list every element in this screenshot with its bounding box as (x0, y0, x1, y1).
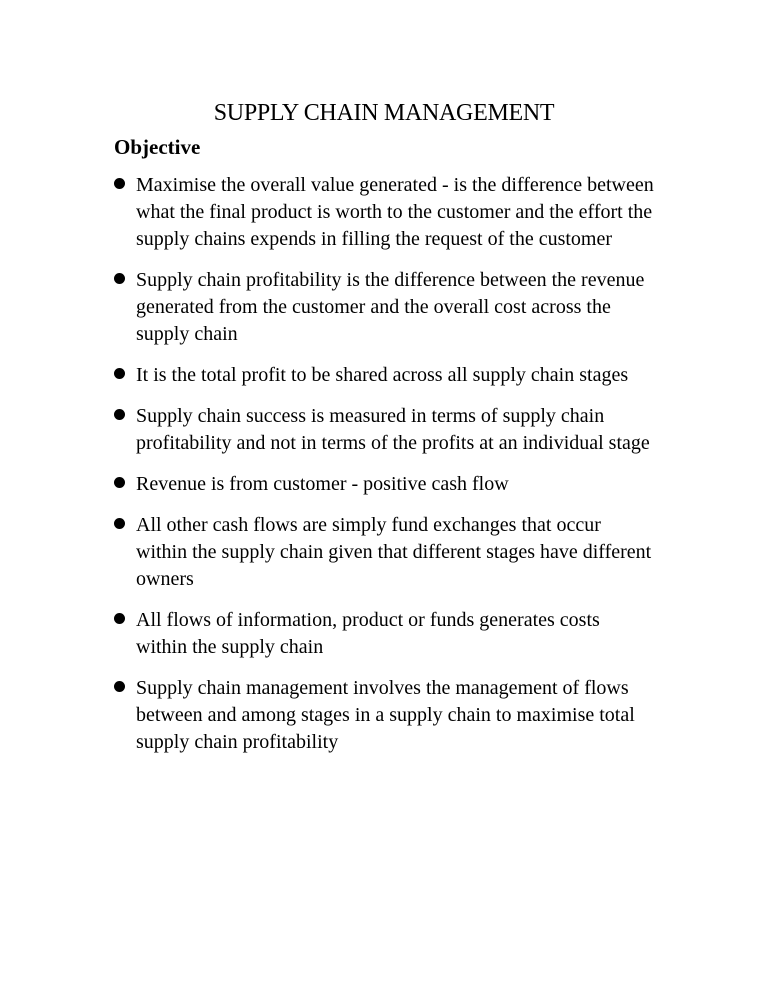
list-item (114, 607, 654, 661)
list-item (114, 267, 654, 348)
bullet-text: Supply chain profitability is the difference between the revenue generated from the customer and the overall cost across the supply chain (136, 269, 645, 345)
bullet-icon (114, 518, 125, 529)
list-item (114, 512, 654, 593)
bullet-text: It is the total profit to be shared across all supply chain stages (136, 364, 629, 386)
list-item (114, 362, 654, 389)
bullet-text: Supply chain management involves the management of flows between and among stages in a supply chain to maximise total supply chain profitability (136, 677, 635, 753)
objective-bullet-list (114, 172, 654, 770)
bullet-text: Maximise the overall value generated - is the difference between what the final product is worth to the customer and the effort the supply chains expends in filling the request of the customer (136, 174, 654, 250)
list-item (114, 675, 654, 756)
bullet-text: All flows of information, product or funds generates costs within the supply chain (136, 609, 600, 658)
bullet-text: Revenue is from customer - positive cash flow (136, 473, 509, 495)
bullet-icon (114, 409, 125, 420)
bullet-text: Supply chain success is measured in terms of supply chain profitability and not in terms of the profits at an individual stage (136, 405, 650, 454)
section-heading-objective: Objective (114, 135, 201, 159)
bullet-icon (114, 368, 125, 379)
bullet-icon (114, 178, 125, 189)
page-title: SUPPLY CHAIN MANAGEMENT (213, 100, 555, 126)
list-item (114, 172, 654, 253)
bullet-icon (114, 613, 125, 624)
bullet-icon (114, 681, 125, 692)
list-item (114, 471, 654, 498)
bullet-icon (114, 273, 125, 284)
bullet-icon (114, 477, 125, 488)
list-item (114, 403, 654, 457)
bullet-text: All other cash flows are simply fund exchanges that occur within the supply chain given that different stages have different owners (136, 514, 652, 590)
